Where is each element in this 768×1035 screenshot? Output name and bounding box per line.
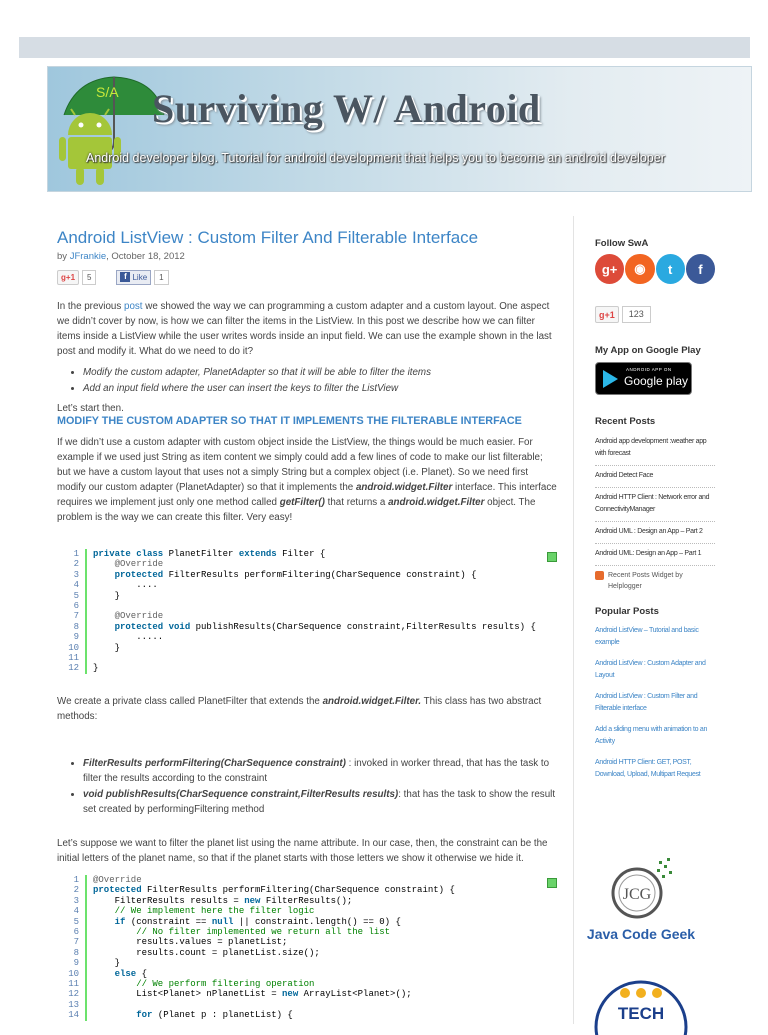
line-number: 6 xyxy=(57,927,87,937)
code-line xyxy=(57,906,557,916)
follow-heading: Follow SwA xyxy=(595,238,649,249)
code-line xyxy=(57,580,557,590)
social-icons xyxy=(595,254,715,284)
line-number: 1 xyxy=(57,549,87,559)
line-number: 11 xyxy=(57,653,87,663)
line-number: 7 xyxy=(57,937,87,947)
code-line xyxy=(57,643,557,653)
code-text: @Override xyxy=(93,559,164,570)
line-number: 14 xyxy=(57,1010,87,1020)
line-number: 1 xyxy=(57,875,87,885)
gplus-count: 5 xyxy=(82,270,96,285)
widget-credit: Recent Posts Widget by Helplogger xyxy=(595,570,715,592)
code-text: results.values = planetList; xyxy=(93,937,288,948)
code-text: if (constraint == null || constraint.length() == 0) { xyxy=(93,916,401,927)
line-number: 10 xyxy=(57,643,87,653)
code-text: @Override xyxy=(93,874,142,885)
line-number: 11 xyxy=(57,979,87,989)
code-text: } xyxy=(93,958,121,969)
app-heading: My App on Google Play xyxy=(595,345,701,356)
sidebar xyxy=(595,238,715,787)
recent-post-link[interactable]: Android UML: Design an App – Part 1 xyxy=(595,544,715,566)
rss-icon[interactable]: ◉ xyxy=(625,254,654,284)
lets-start-text: Let’s start then. xyxy=(57,403,124,414)
popular-post-link[interactable]: Android ListView : Custom Filter and Filterable interface xyxy=(595,693,698,712)
line-number: 8 xyxy=(57,622,87,632)
post-content xyxy=(57,228,557,1021)
line-number: 12 xyxy=(57,663,87,673)
recent-post-link[interactable]: Android HTTP Client : Network error and ConnectivityManager xyxy=(595,488,715,522)
post-date: , October 18, 2012 xyxy=(106,251,185,262)
code-text: else { xyxy=(93,968,148,979)
code-line xyxy=(57,917,557,927)
twitter-icon[interactable]: t xyxy=(656,254,685,284)
svg-text:S/A: S/A xyxy=(96,84,119,100)
code-block-planetfilter xyxy=(57,549,557,674)
top-navbar xyxy=(19,37,750,58)
code-line xyxy=(57,570,557,580)
svg-text:Java Code Geek: Java Code Geek xyxy=(586,926,696,942)
code-text: protected void publishResults(CharSequence constraint,FilterResults results) { xyxy=(93,621,536,632)
code-line xyxy=(57,875,557,885)
line-number: 12 xyxy=(57,989,87,999)
code-text: protected FilterResults performFiltering(CharSequence constraint) { xyxy=(93,885,455,896)
copy-code-icon[interactable] xyxy=(547,552,557,562)
recent-posts-list xyxy=(595,432,715,566)
code-line xyxy=(57,1000,557,1010)
facebook-like-count: 1 xyxy=(154,270,168,285)
popular-post-link[interactable]: Android ListView : Custom Adapter and Layout xyxy=(595,660,706,679)
code-line xyxy=(57,559,557,569)
gplus-button[interactable]: g +1 xyxy=(595,306,619,323)
author-link[interactable]: JFrankie xyxy=(69,251,107,262)
code-text: @Override xyxy=(93,611,164,622)
code-text xyxy=(87,653,93,663)
code-text: FilterResults results = new FilterResults(); xyxy=(93,895,353,906)
line-number: 2 xyxy=(57,559,87,569)
code-text: for (Planet p : planetList) { xyxy=(93,1010,293,1021)
svg-text:JCG: JCG xyxy=(622,886,652,903)
helplogger-icon xyxy=(595,571,604,580)
code-line xyxy=(57,653,557,663)
code-line xyxy=(57,979,557,989)
gplus-share-button[interactable]: g +1 xyxy=(57,270,79,285)
code-line xyxy=(57,632,557,642)
line-number: 5 xyxy=(57,591,87,601)
line-number: 9 xyxy=(57,632,87,642)
gplus-count: 123 xyxy=(622,306,651,323)
line-number: 10 xyxy=(57,969,87,979)
list-item: • Add an input field where the user can insert the keys to filter the ListView xyxy=(83,381,557,397)
previous-post-link[interactable]: post xyxy=(124,301,143,312)
code-line xyxy=(57,896,557,906)
line-number: 6 xyxy=(57,601,87,611)
blog-header-banner[interactable] xyxy=(47,66,752,192)
code-line xyxy=(57,885,557,895)
line-number: 4 xyxy=(57,580,87,590)
code-line xyxy=(57,958,557,968)
code-line xyxy=(57,591,557,601)
recent-posts-heading: Recent Posts xyxy=(595,416,656,427)
gplus-icon[interactable]: g+ xyxy=(595,254,624,284)
facebook-like-button[interactable]: f Like xyxy=(116,270,151,285)
recent-post-link[interactable]: Android Detect Face xyxy=(595,466,715,488)
code-text: } xyxy=(93,642,121,653)
gplus-follow-widget xyxy=(595,306,715,323)
code-line xyxy=(57,663,557,673)
line-number: 8 xyxy=(57,948,87,958)
paragraph: We create a private class called PlanetFilter that extends the android.widget.Filter. This class has two abstract methods: xyxy=(57,695,542,722)
code-line xyxy=(57,969,557,979)
svg-text:TECH: TECH xyxy=(617,1004,665,1023)
recent-post-link[interactable]: Android app development :weather app with forecast xyxy=(595,432,715,466)
blog-title[interactable]: Surviving W/ Android xyxy=(152,86,541,131)
paragraph: Let’s suppose we want to filter the planet list using the name attribute. In our case, then, the constraint can be the initial letters of the planet name, so that if the planet starts with those letters we show it otherwise we hide it. xyxy=(57,837,548,864)
line-number: 3 xyxy=(57,570,87,580)
code-text: // We implement here the filter logic xyxy=(93,906,315,917)
line-number: 9 xyxy=(57,958,87,968)
tech-badge[interactable] xyxy=(594,975,688,1035)
list-item: • FilterResults performFiltering(CharSequence constraint) : invoked in worker thread, that has the task to filter the results according to the constraint xyxy=(83,756,557,787)
list-item: • void publishResults(CharSequence constraint,FilterResults results): that has the task to show the result set created by performingFiltering method xyxy=(83,787,557,818)
steps-list xyxy=(57,365,557,396)
line-number: 7 xyxy=(57,611,87,621)
code-line xyxy=(57,549,557,559)
section-heading: MODIFY THE CUSTOM ADAPTER SO THAT IT IMPLEMENTS THE FILTERABLE INTERFACE xyxy=(57,415,522,427)
popular-post-link[interactable]: Android ListView – Tutorial and basic example xyxy=(595,627,699,646)
code-line xyxy=(57,1010,557,1020)
code-text xyxy=(87,1000,93,1010)
code-line xyxy=(57,948,557,958)
play-store-icon xyxy=(603,370,618,388)
line-number: 4 xyxy=(57,906,87,916)
code-line xyxy=(57,937,557,947)
code-line xyxy=(57,601,557,611)
blog-description: Android developer blog. Tutorial for android development that helps you to become an android developer xyxy=(86,151,665,165)
code-line xyxy=(57,927,557,937)
code-text: // We perform filtering operation xyxy=(93,978,315,989)
code-text: results.count = planetList.size(); xyxy=(93,947,320,958)
line-number: 2 xyxy=(57,885,87,895)
code-text: } xyxy=(93,590,121,601)
popular-posts-list xyxy=(595,622,715,787)
code-text: protected FilterResults performFiltering(CharSequence constraint) { xyxy=(93,569,477,580)
code-text: private class PlanetFilter extends Filter { xyxy=(93,549,326,559)
popular-post-link[interactable]: Add a sliding menu with animation to an Activity xyxy=(595,726,708,745)
google-play-badge[interactable]: ANDROID APP ON Google play xyxy=(595,362,692,395)
code-text: ..... xyxy=(93,632,164,643)
popular-post-link[interactable]: Android HTTP Client: GET, POST, Download, Upload, Multipart Request xyxy=(595,759,701,778)
line-number: 13 xyxy=(57,1000,87,1010)
methods-list xyxy=(57,756,557,818)
code-text: } xyxy=(93,663,99,674)
post-title[interactable]: Android ListView : Custom Filter And Filterable Interface xyxy=(57,228,479,247)
code-text: .... xyxy=(93,580,158,591)
sidebar-divider xyxy=(573,216,574,1024)
code-text xyxy=(87,601,93,611)
code-text: // No filter implemented we return all the list xyxy=(93,926,391,937)
code-line xyxy=(57,622,557,632)
share-buttons xyxy=(57,269,557,285)
copy-code-icon[interactable] xyxy=(547,878,557,888)
intro-paragraph: In the previous post we showed the way we can programming a custom adapter and a custom layout. One aspect we didn’t cover by now, is how we can filter the items in the ListView. In this post we describe how we can filter items inside a ListView while the user writes words inside an input field. We can use the example shown in the last post and modify it. What do we need to do it? xyxy=(57,301,552,357)
popular-posts-heading: Popular Posts xyxy=(595,606,659,617)
post-byline: by JFrankie, October 18, 2012 xyxy=(57,251,185,262)
code-text: List<Planet> nPlanetList = new ArrayList<Planet>(); xyxy=(93,989,412,1000)
list-item: • Modify the custom adapter, PlanetAdapter so that it will be able to filter the items xyxy=(83,365,557,381)
line-number: 3 xyxy=(57,896,87,906)
code-line xyxy=(57,989,557,999)
line-number: 5 xyxy=(57,917,87,927)
facebook-icon[interactable]: f xyxy=(686,254,715,284)
facebook-icon: f xyxy=(120,272,130,282)
java-code-geeks-badge[interactable] xyxy=(586,855,696,945)
android-umbrella-logo xyxy=(56,71,166,189)
paragraph: If we didn’t use a custom adapter with custom object inside the ListView, the things would be much easier. For example if we used just String as item content we simply could add a few lines of code to make our list filterable; but we have a custom layout that uses not a simply String but a complex object (i.e. Planet). So we need first modify our custom adapter (PlanetAdapter) so that it implements the android.widget.Filter interface. This interface requires we implement just only one method called getFilter() that returns a android.widget.Filter object. The problem is the way we can create this filter. Very easy! xyxy=(57,437,557,523)
code-line xyxy=(57,611,557,621)
recent-post-link[interactable]: Android UML : Design an App – Part 2 xyxy=(595,522,715,544)
code-block-performfiltering xyxy=(57,875,557,1021)
